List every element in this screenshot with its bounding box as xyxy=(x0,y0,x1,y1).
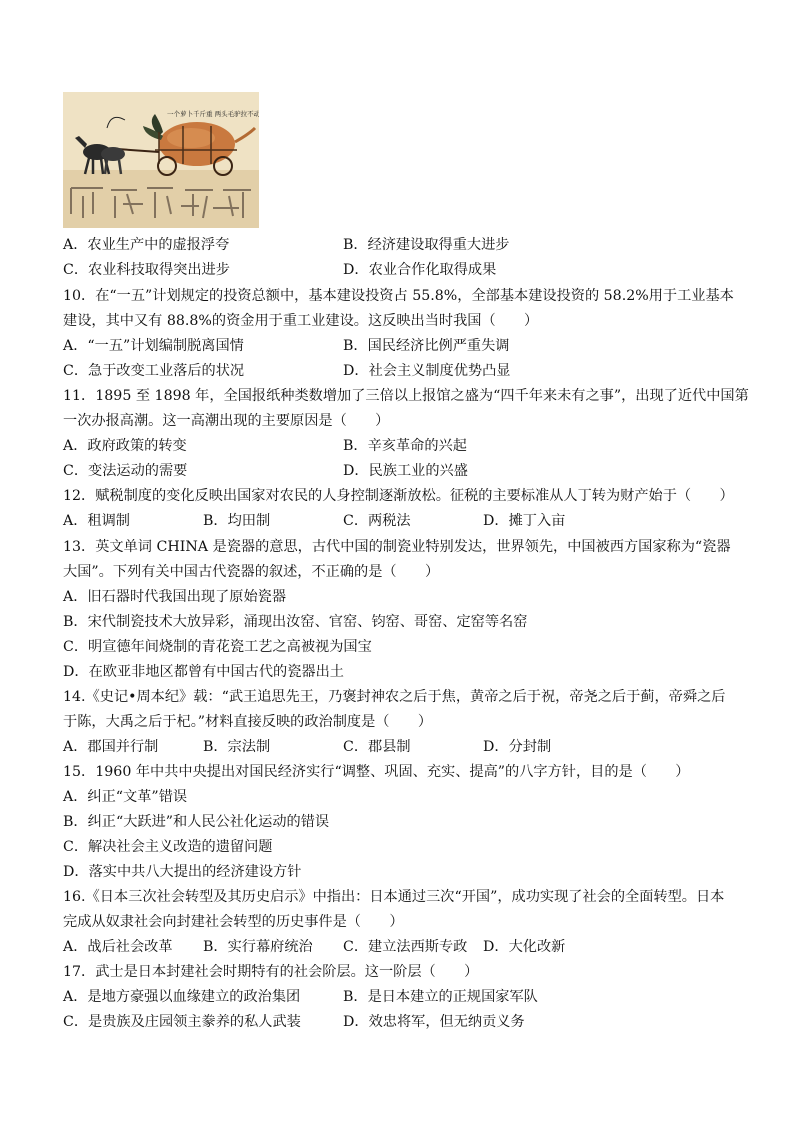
q12-option-b: B．均田制 xyxy=(203,513,271,529)
q9-option-c: C．农业科技取得突出进步 xyxy=(63,262,230,278)
q10-stem-line-1: 10．在“一五”计划规定的投资总额中，基本建设投资占 55.8%，全部基本建设投资的 58.2%用于工业基本 xyxy=(63,288,734,304)
q11-option-a: A．政府政策的转变 xyxy=(63,438,187,454)
q16-option-a: A．战后社会改革 xyxy=(63,939,173,955)
q16-option-c: C．建立法西斯专政 xyxy=(343,939,468,955)
q9-option-b: B．经济建设取得重大进步 xyxy=(343,237,510,253)
q12-option-d: D．摊丁入亩 xyxy=(483,513,566,529)
q12-option-a: A．租调制 xyxy=(63,513,130,529)
q15-option-b: B．纠正“大跃进”和人民公社化运动的错误 xyxy=(63,814,330,830)
q9-option-d: D．农业合作化取得成果 xyxy=(343,262,497,278)
q15-option-d: D．落实中共八大提出的经济建设方针 xyxy=(63,864,302,880)
q10-option-d: D．社会主义制度优势凸显 xyxy=(343,363,511,379)
q17-option-d: D．效忠将军，但无纳贡义务 xyxy=(343,1014,525,1030)
q12-stem-line-1: 12．赋税制度的变化反映出国家对农民的人身控制逐渐放松。征税的主要标准从人丁转为财产始于（ ） xyxy=(63,488,734,504)
q10-option-b: B．国民经济比例严重失调 xyxy=(343,338,510,354)
q11-stem-line-2: 一次办报高潮。这一高潮出现的主要原因是（ ） xyxy=(63,413,390,429)
q10-option-a: A．“一五”计划编制脱离国情 xyxy=(63,338,244,354)
q13-option-a: A．旧石器时代我国出现了原始瓷器 xyxy=(63,589,287,605)
q11-stem-line-1: 11．1895 至 1898 年，全国报纸种类数增加了三倍以上报馆之盛为“四千年来未有之事”，出现了近代中国第 xyxy=(63,388,749,404)
q14-stem-line-2: 于陈，大禹之后于杞。”材料直接反映的政治制度是（ ） xyxy=(63,714,433,730)
q17-option-a: A．是地方豪强以血缘建立的政治集团 xyxy=(63,989,301,1005)
q13-option-d: D．在欧亚非地区都曾有中国古代的瓷器出土 xyxy=(63,664,344,680)
q16-stem-line-2: 完成从奴隶社会向封建社会转型的历史事件是（ ） xyxy=(63,914,404,930)
q14-option-b: B．宗法制 xyxy=(203,739,271,755)
cartoon-image xyxy=(63,92,259,228)
q17-option-c: C．是贵族及庄园领主豢养的私人武装 xyxy=(63,1014,301,1030)
q13-option-b: B．宋代制瓷技术大放异彩，涌现出汝窑、官窑、钧窑、哥窑、定窑等名窑 xyxy=(63,614,528,630)
q15-option-c: C．解决社会主义改造的遗留问题 xyxy=(63,839,273,855)
q17-stem-line-1: 17．武士是日本封建社会时期特有的社会阶层。这一阶层（ ） xyxy=(63,964,479,980)
q17-option-b: B．是日本建立的正规国家军队 xyxy=(343,989,538,1005)
q12-option-c: C．两税法 xyxy=(343,513,411,529)
q11-option-d: D．民族工业的兴盛 xyxy=(343,463,468,479)
q13-stem-line-1: 13．英文单词 CHINA 是瓷器的意思，古代中国的制瓷业特别发达，世界领先，中国被西方国家称为“瓷器 xyxy=(63,539,731,555)
q15-option-a: A．纠正“文革”错误 xyxy=(63,789,188,805)
q16-option-d: D．大化改新 xyxy=(483,939,566,955)
cartoon-illustration xyxy=(63,92,259,228)
q16-option-b: B．实行幕府统治 xyxy=(203,939,313,955)
q14-option-d: D．分封制 xyxy=(483,739,552,755)
q10-option-c: C．急于改变工业落后的状况 xyxy=(63,363,245,379)
q14-option-a: A．郡国并行制 xyxy=(63,739,159,755)
q14-stem-line-1: 14.《史记•周本纪》载：“武王追思先王，乃褒封神农之后于焦，黄帝之后于祝，帝尧之后于蓟，帝舜之后 xyxy=(63,689,726,705)
q10-stem-line-2: 建设，其中又有 88.8%的资金用于重工业建设。这反映出当时我国（ ） xyxy=(63,313,539,329)
q14-option-c: C．郡县制 xyxy=(343,739,411,755)
q13-stem-line-2: 大国”。下列有关中国古代瓷器的叙述，不正确的是（ ） xyxy=(63,564,440,580)
q11-option-c: C．变法运动的需要 xyxy=(63,463,188,479)
q11-option-b: B．辛亥革命的兴起 xyxy=(343,438,467,454)
q15-stem-line-1: 15．1960 年中共中央提出对国民经济实行“调整、巩固、充实、提高”的八字方针，目的是（ ） xyxy=(63,764,690,780)
cartoon-caption: 一个萝卜千斤重 两头毛驴拉不动 xyxy=(167,110,259,118)
q9-option-a: A．农业生产中的虚报浮夸 xyxy=(63,237,230,253)
q16-stem-line-1: 16.《日本三次社会转型及其历史启示》中指出：日本通过三次“开国”，成功实现了社会的全面转型。日本 xyxy=(63,889,725,905)
q13-option-c: C．明宣德年间烧制的青花瓷工艺之高被视为国宝 xyxy=(63,639,372,655)
